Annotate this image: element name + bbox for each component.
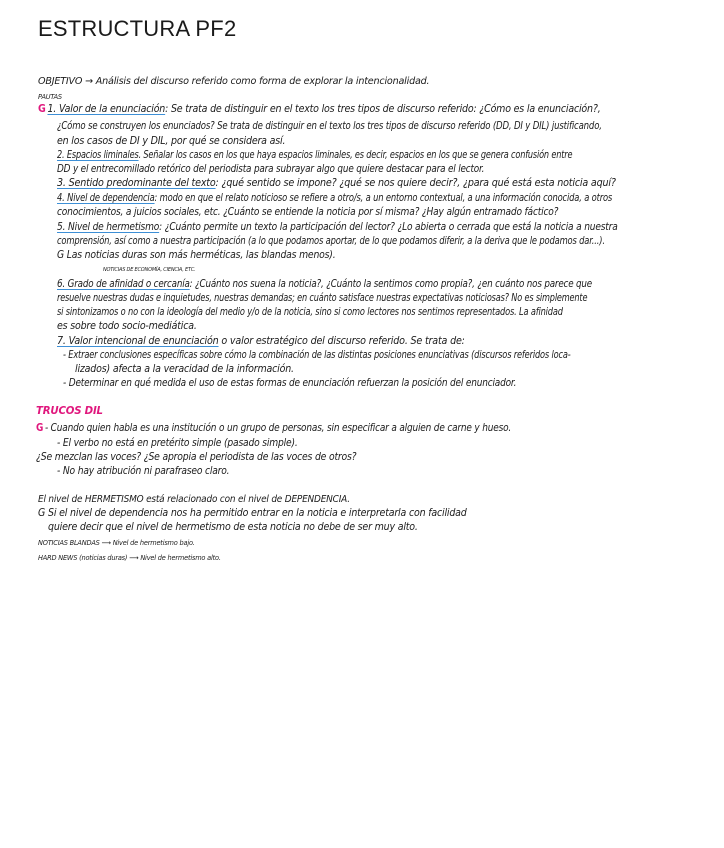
pauta-2-line2: DD y el entrecomillado retórico del periodista para subrayar algo que quiere destacar para el lector. <box>57 164 485 175</box>
pauta-7-bullet1: - Extraer conclusiones específicas sobre cómo la combinación de las distintas posiciones enunciativas (discursos referidos loca- <box>63 350 571 361</box>
note-line5: HARD NEWS (noticias duras) ⟶ Nivel de hermetismo alto. <box>38 554 221 562</box>
note-line1: El nivel de HERMETISMO está relacionado con el nivel de DEPENDENCIA. <box>38 494 350 505</box>
note-g-mark: G <box>38 508 46 519</box>
pauta-4-heading: 4. Nivel de dependencia <box>57 193 155 204</box>
pauta-1-line3: en los casos de DI y DIL, por qué se considera así. <box>57 136 286 147</box>
arrow-g-mark: G <box>36 423 44 434</box>
pauta-2-text: . Señalar los casos en los que haya espacios liminales, es decir, espacios en los que se genera confusión entre <box>138 150 573 161</box>
pauta-3-line1 <box>57 178 616 189</box>
note-line2-text: Si el nivel de dependencia nos ha permitido entrar en la noticia e interpretarla con facilidad <box>45 508 467 519</box>
pauta-6-line4: es sobre todo socio-mediática. <box>57 321 197 332</box>
pauta-7-bullet2: - Determinar en qué medida el uso de estas formas de enunciación refuerzan la posición del enunciador. <box>63 378 517 389</box>
trucos-line1 <box>36 423 511 434</box>
arrow-g-mark: G <box>38 104 46 115</box>
pauta-5-line3: G Las noticias duras son más herméticas, las blandas menos). <box>57 250 336 261</box>
pauta-2-line1 <box>57 150 572 161</box>
pauta-7-heading: 7. Valor intencional de enunciación <box>57 336 219 347</box>
pauta-1-heading: 1. Valor de la enunciación <box>47 104 166 115</box>
pauta-7-text: o valor estratégico del discurso referido. Se trata de: <box>218 336 465 347</box>
pauta-1-line1 <box>38 104 601 115</box>
pauta-1-text: : Se trata de distinguir en el texto los tres tipos de discurso referido: ¿Cómo es la enunciación?, <box>165 104 601 115</box>
pauta-6-line2: resuelve nuestras dudas e inquietudes, nuestras demandas; en cuánto satisface nuestras expectativas noticiosas? No es simplemente <box>57 293 588 304</box>
trucos-line1-text: - Cuando quien habla es una institución o un grupo de personas, sin especificar a alguien de carne y hueso. <box>44 423 512 434</box>
pauta-6-heading: 6. Grado de afinidad o cercanía <box>57 279 190 290</box>
note-line4: NOTICIAS BLANDAS ⟶ Nivel de hermetismo bajo. <box>38 539 195 547</box>
page-title: ESTRUCTURA PF2 <box>38 16 237 41</box>
pauta-6-line1 <box>57 279 592 290</box>
pauta-5-text: : ¿Cuánto permite un texto la participación del lector? ¿Lo abierta o cerrada que está la noticia a nuestra <box>159 222 618 233</box>
trucos-line4: - No hay atribución ni parafraseo claro. <box>57 466 230 477</box>
pauta-7-line1 <box>57 336 465 347</box>
pautas-label: PAUTAS <box>38 93 62 101</box>
trucos-line3: ¿Se mezclan las voces? ¿Se apropia el periodista de las voces de otros? <box>36 452 357 463</box>
pauta-4-line1 <box>57 193 612 204</box>
pauta-5-note: NOTICIAS DE ECONOMÍA, CIENCIA, ETC. <box>103 267 196 273</box>
objetivo-line: OBJETIVO → Análisis del discurso referido como forma de explorar la intencionalidad. <box>38 76 430 87</box>
pauta-6-text: : ¿Cuánto nos suena la noticia?, ¿Cuánto la sentimos como propia?, ¿en cuánto nos parece que <box>189 279 593 290</box>
pauta-5-heading: 5. Nivel de hermetismo <box>57 222 160 233</box>
pauta-1-line2: ¿Cómo se construyen los enunciados? Se trata de distinguir en el texto los tres tipos de discurso referido (DD, DI y DIL) justificando, <box>57 121 602 132</box>
pauta-5-line2: comprensión, así como a nuestra participación (a lo que podamos aportar, de lo que podamos diferir, a la deriva que le podamos dar...). <box>57 236 605 247</box>
note-line3: quiere decir que el nivel de hermetismo de esta noticia no debe de ser muy alto. <box>48 522 418 533</box>
pauta-7-bullet1-cont: lizados) afecta a la veracidad de la información. <box>75 364 294 375</box>
pauta-3-heading: 3. Sentido predominante del texto <box>57 178 216 189</box>
pauta-4-text: : modo en que el relato noticioso se refiere a otro/s, a un entorno contextual, a una información conocida, a otros <box>154 193 613 204</box>
pauta-6-line3: si sintonizamos o no con la ideología del medio y/o de la noticia, sino si como lectores nos sentimos representados. La afinidad <box>57 307 563 318</box>
trucos-line2: - El verbo no está en pretérito simple (pasado simple). <box>57 438 298 449</box>
pauta-5-line1 <box>57 222 618 233</box>
pauta-3-text: : ¿qué sentido se impone? ¿qué se nos quiere decir?, ¿para qué está esta noticia aquí? <box>215 178 616 189</box>
trucos-heading: TRUCOS DIL <box>36 406 103 417</box>
pauta-4-line2: conocimientos, a juicios sociales, etc. ¿Cuánto se entiende la noticia por sí misma? ¿Hay algún entramado fáctico? <box>57 207 559 218</box>
note-line2 <box>38 508 467 519</box>
pauta-2-heading: 2. Espacios liminales <box>57 150 139 161</box>
